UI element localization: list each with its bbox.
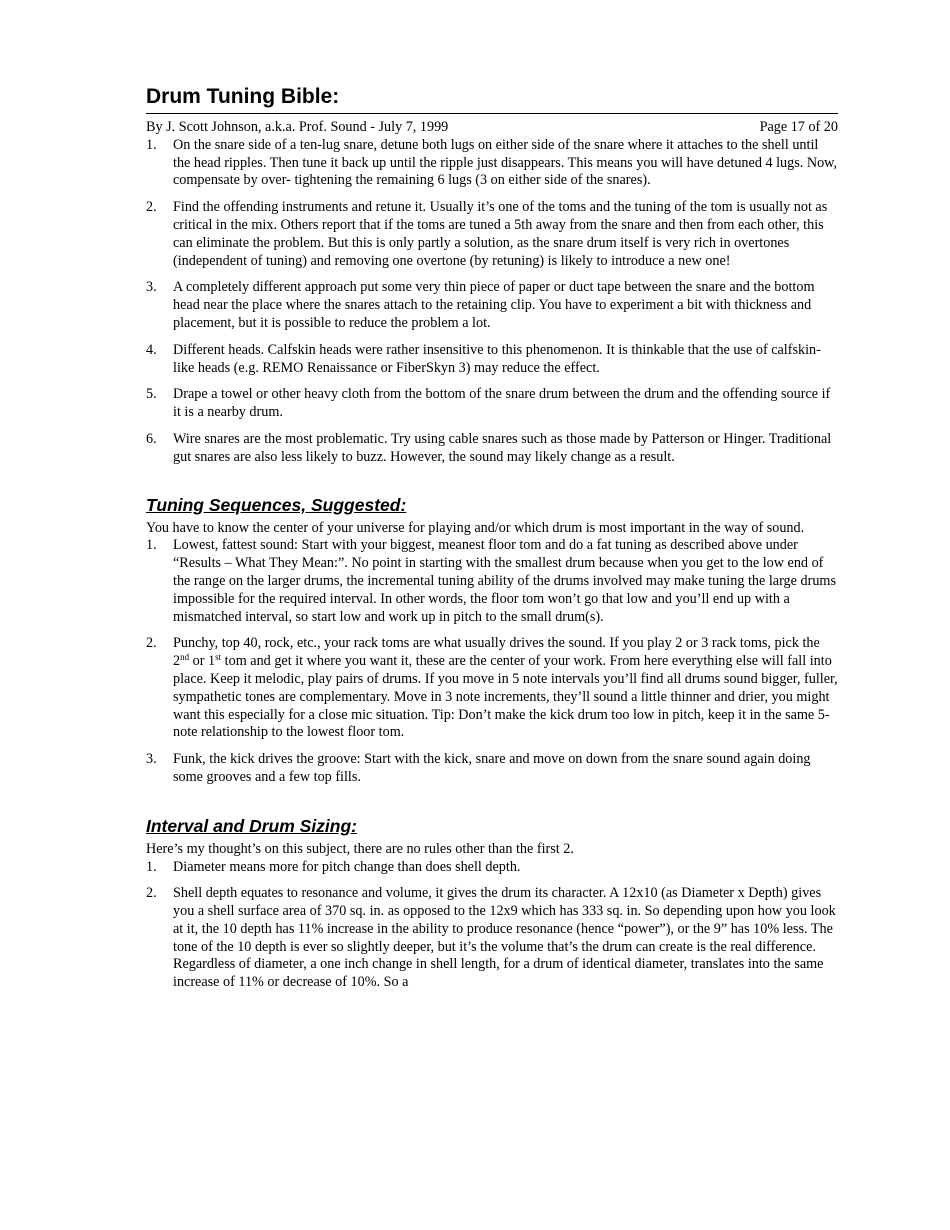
item-text: On the snare side of a ten-lug snare, detune both lugs on either side of the snare where it attaches to the shell until the head ripples. Then tune it back up until the ripple just disappears. This means you will have detuned 4 lugs. Now, compensate by over- tightening the remaining 6 lugs (3 on either side of the snares). — [173, 136, 838, 189]
item-number: 6. — [146, 430, 157, 447]
list-item — [146, 635, 838, 742]
ordinal-superscript: st — [215, 652, 222, 663]
document-page — [146, 84, 838, 1001]
section-heading-interval-drum-sizing: Interval and Drum Sizing: — [146, 815, 357, 836]
item-number: 2. — [146, 635, 157, 652]
tuning-sequences-list — [146, 537, 838, 786]
section-intro: You have to know the center of your universe for playing and/or which drum is most important in the way of sound. — [146, 519, 805, 536]
section-intro: Here’s my thought’s on this subject, there are no rules other than the first 2. — [146, 840, 574, 857]
ordinal-superscript: nd — [180, 652, 190, 663]
item-text: Drape a towel or other heavy cloth from the bottom of the snare drum between the drum and the offending source if it is a nearby drum. — [173, 386, 831, 421]
item-number: 5. — [146, 386, 157, 403]
list-item — [146, 199, 838, 270]
item-text: Shell depth equates to resonance and volume, it gives the drum its character. A 12x10 (as Diameter x Depth) gives you a shell surface area of 370 sq. in. as opposed to the 12x9 which has 333 sq. in. So depending upon how you look at it, the 10 depth has 11% increase in the ability to produce resonance (hence “power”), or the 9” has 10% less. The tone of the 10 depth is ever so slightly deeper, but it’s the volume that’s the drum can create is the real difference. Regardless of diameter, a one inch change in shell length, for a drum of identical diameter, translates into the same increase of 11% or decrease of 10%. So a — [173, 885, 836, 991]
section-heading-tuning-sequences: Tuning Sequences, Suggested: — [146, 494, 407, 515]
item-text: A completely different approach put some very thin piece of paper or duct tape between the snare and the bottom head near the place where the snares attach to the retaining clip. You have to experiment a bit with thickness and placement, but it is possible to reduce the problem a lot. — [173, 279, 815, 331]
item-text — [173, 635, 838, 742]
header-rule — [146, 113, 838, 114]
item-number: 1. — [146, 858, 157, 875]
item-number: 1. — [146, 537, 157, 554]
item-text-part: or 1 — [189, 653, 216, 670]
list-item — [146, 386, 838, 422]
list-item — [146, 885, 838, 992]
item-text: Find the offending instruments and retune it. Usually it’s one of the toms and the tuning of the tom is usually not as critical in the mix. Others report that if the toms are tuned a 5th away from the snare and then from each other, this can eliminate the problem. But this is only partly a solution, as the snare drum itself is very rich in overtones (independent of tuning) and removing one overtone (by retuning) is likely to introduce a new one! — [173, 199, 828, 269]
interval-sizing-list — [146, 859, 838, 993]
item-number: 1. — [146, 136, 157, 153]
item-text: Wire snares are the most problematic. Try using cable snares such as those made by Patterson or Hinger. Traditional gut snares are also less likely to buzz. However, the sound may likely change as a result. — [173, 430, 832, 465]
list-item — [146, 751, 838, 787]
item-text: Different heads. Calfskin heads were rather insensitive to this phenomenon. It is thinkable that the use of calfskin-like heads (e.g. REMO Renaissance or FiberSkyn 3) may reduce the effect. — [173, 341, 821, 376]
list-item — [146, 137, 838, 190]
list-item — [146, 431, 838, 467]
item-number: 3. — [146, 751, 157, 768]
list-item — [146, 537, 838, 626]
item-text: Funk, the kick drives the groove: Start with the kick, snare and move on down from the snare sound again doing some grooves and a few top fills. — [173, 751, 811, 785]
snare-buzz-remedies-list — [146, 137, 838, 467]
item-text-part: Punchy, top 40, rock, etc., your rack toms are what usually drives the sound. If you play 2 or 3 rack toms, pick the 2 — [173, 635, 820, 670]
item-text: Lowest, fattest sound: Start with your biggest, meanest floor tom and do a fat tuning as described above under “Results – What They Mean:”. No point in starting with the smallest drum because when you get to the low end of the range on the larger drums, the incremental tuning ability of the drums involved may make tuning the large drums impossible for the required interval. In other words, the floor tom won’t go that low and you’ll end up with a mismatched interval, so start low and work up in pitch to the small drum(s). — [173, 537, 836, 625]
page-number: Page 17 of 20 — [759, 119, 838, 135]
item-text-part: tom and get it where you want it, these are the center of your work. From here everything else will fall into place. Keep it melodic, play pairs of drums. If you move in 5 note intervals you’ll find all drums sound bigger, fuller, sympathetic tones are complementary. Move in 3 note increments, they’ll sound a little thinner and drier, you might want this especially for a close mic situation. Tip: Don’t make the kick drum too low in pitch, keep it in the same 5-note relationship to the lowest floor tom. — [173, 653, 838, 741]
item-number: 4. — [146, 341, 157, 358]
item-text: Diameter means more for pitch change than does shell depth. — [173, 858, 521, 875]
list-item — [146, 859, 838, 877]
list-item — [146, 342, 838, 378]
list-item — [146, 279, 838, 332]
document-title: Drum Tuning Bible: — [146, 85, 340, 108]
item-number: 2. — [146, 885, 157, 902]
item-number: 2. — [146, 199, 157, 216]
author-byline: By J. Scott Johnson, a.k.a. Prof. Sound - July 7, 1999 — [146, 119, 449, 135]
byline-row — [146, 119, 838, 137]
item-number: 3. — [146, 279, 157, 296]
